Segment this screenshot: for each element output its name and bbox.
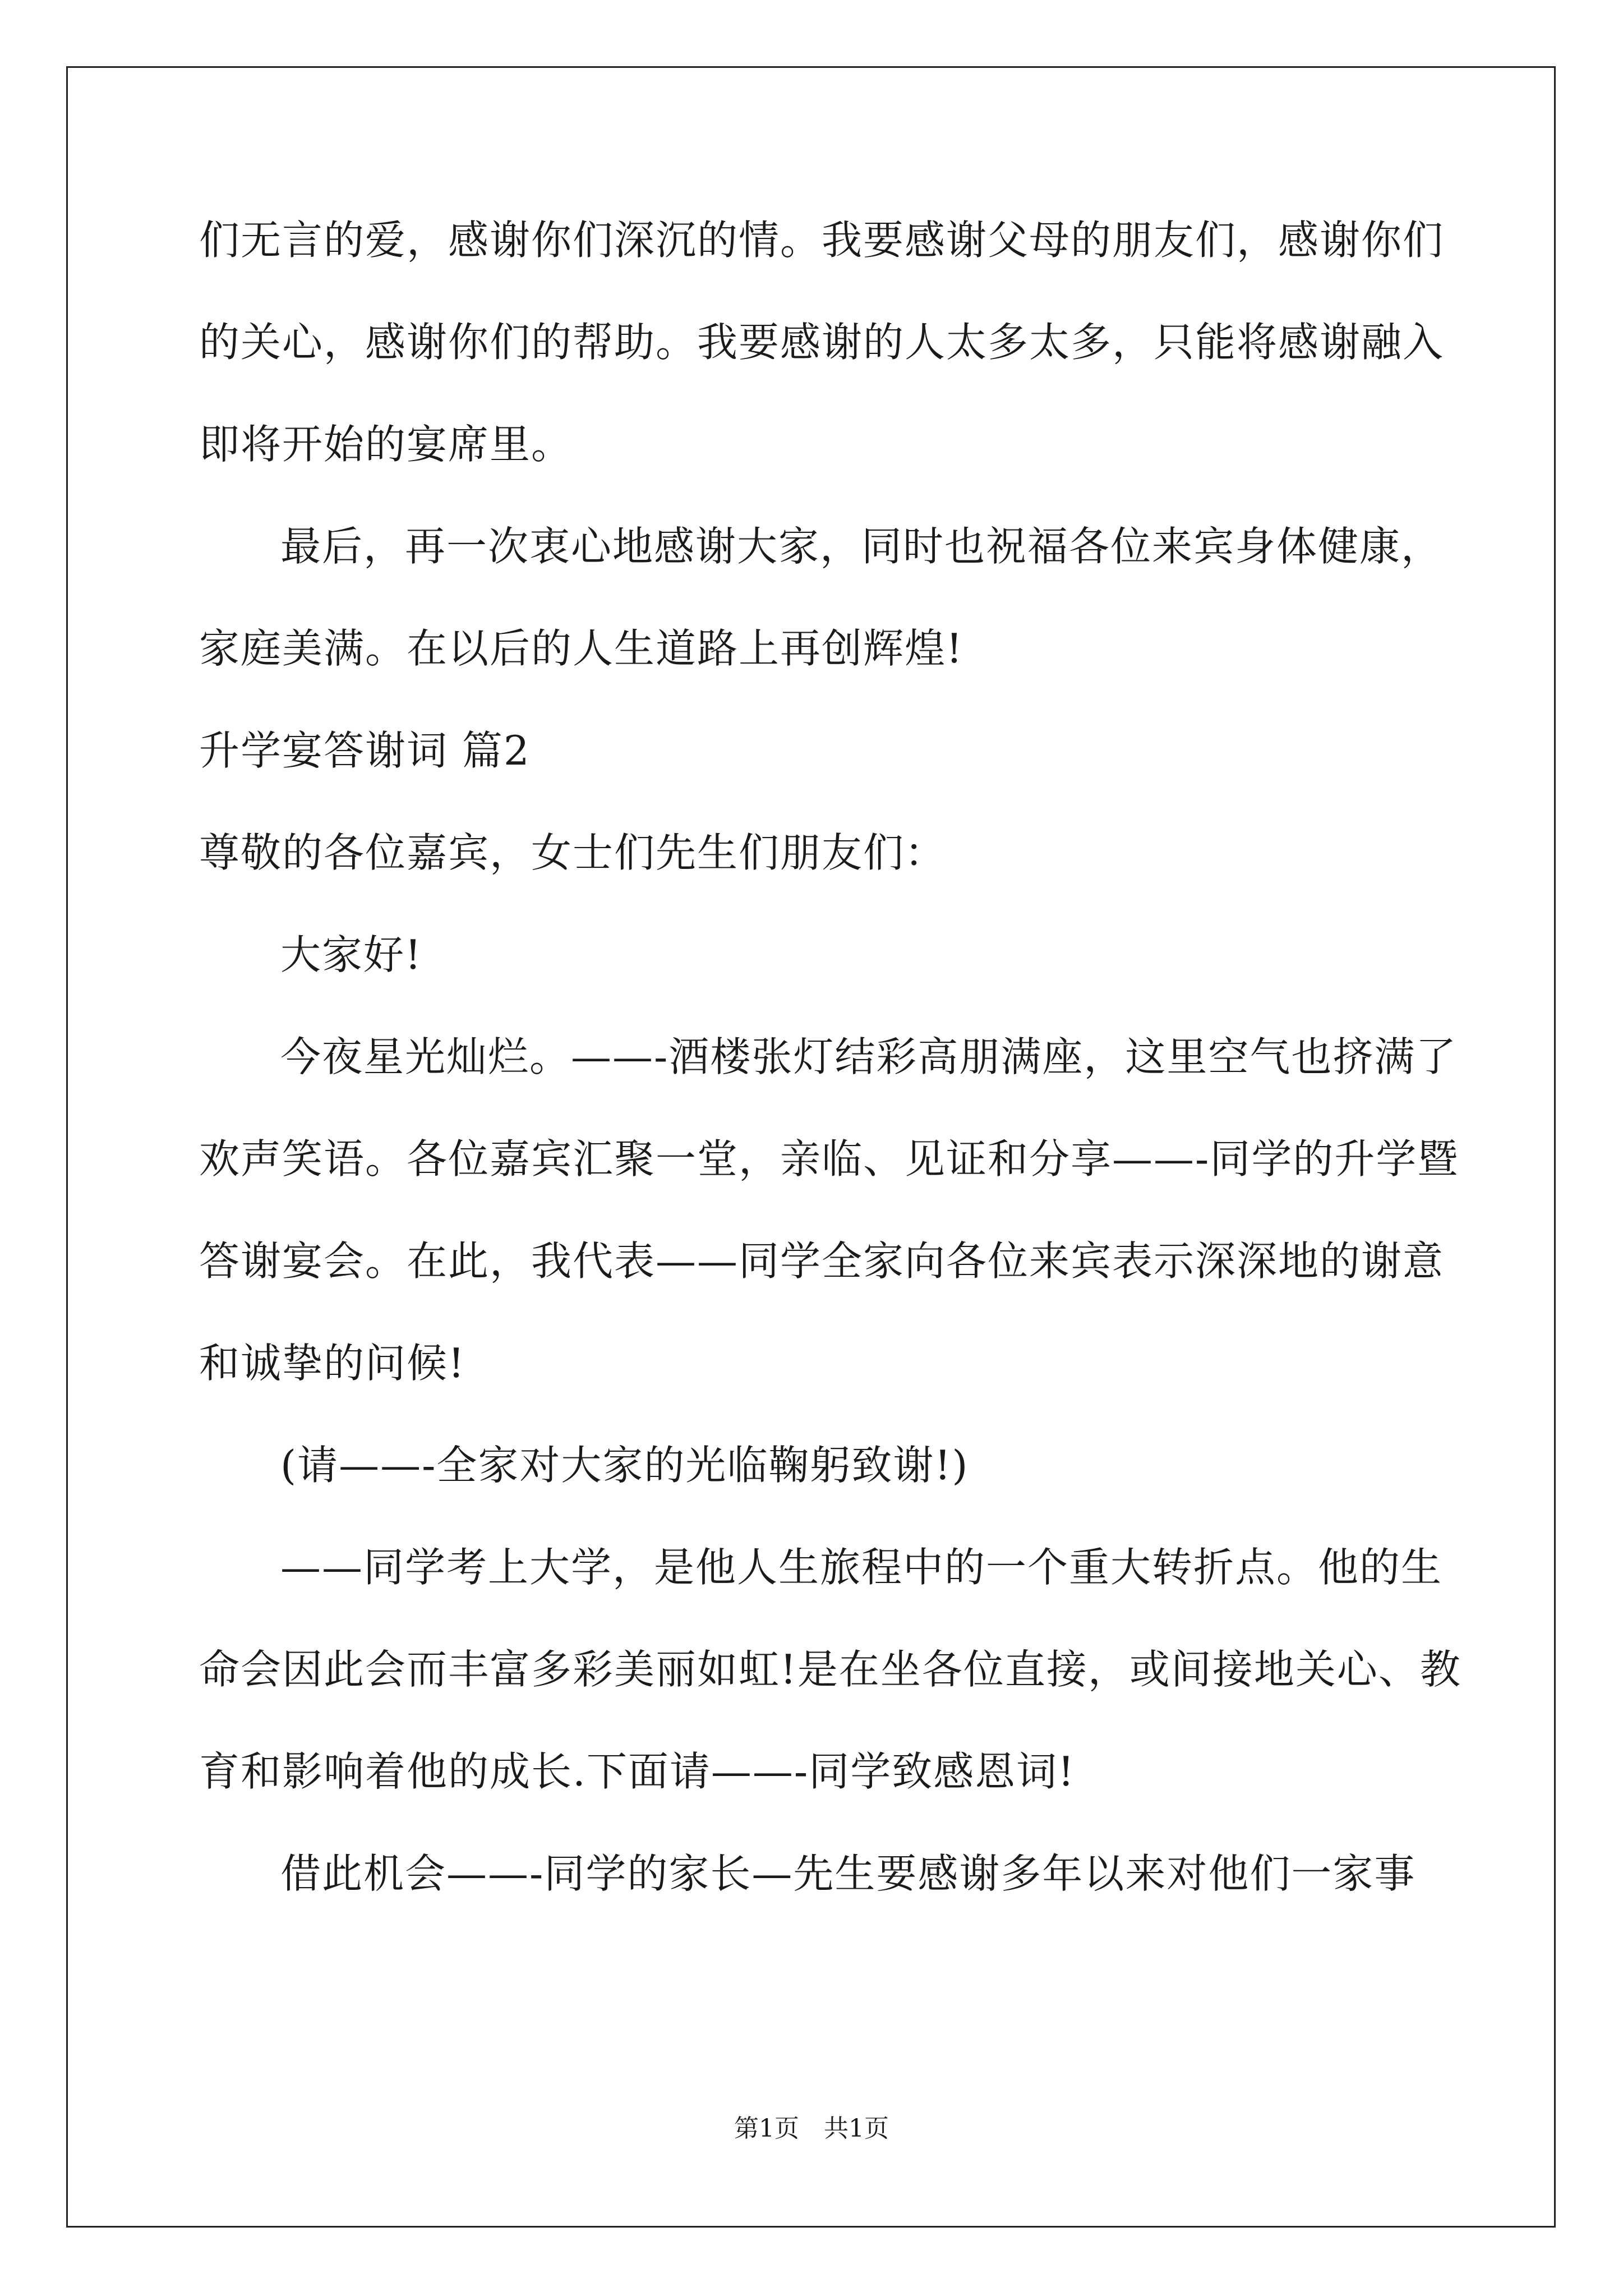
section-heading: 升学宴答谢词 篇2 xyxy=(199,727,531,774)
text-line: ——同学考上大学，是他人生旅程中的一个重大转折点。他的生 xyxy=(280,1544,1443,1591)
text-line: 命会因此会而丰富多彩美丽如虹!是在坐各位直接，或间接地关心、教 xyxy=(199,1646,1461,1693)
text-line: 的关心，感谢你们的帮助。我要感谢的人太多太多，只能将感谢融入 xyxy=(199,319,1445,366)
text-line: 最后，再一次衷心地感谢大家，同时也祝福各位来宾身体健康， xyxy=(280,523,1443,570)
page-footer: 第1页 共1页 xyxy=(734,2114,889,2143)
text-line: 今夜星光灿烂。——-酒楼张灯结彩高朋满座，这里空气也挤满了 xyxy=(280,1033,1458,1080)
text-line: 育和影响着他的成长.下面请——-同学致感恩词! xyxy=(199,1748,1076,1795)
text-line: (请——-全家对大家的光临鞠躬致谢!) xyxy=(280,1442,969,1489)
text-line: 和诚挚的问候! xyxy=(199,1340,465,1387)
text-line: 家庭美满。在以后的人生道路上再创辉煌! xyxy=(199,625,963,672)
text-line: 即将开始的宴席里。 xyxy=(199,421,573,468)
text-line: 答谢宴会。在此，我代表——同学全家向各位来宾表示深深地的谢意 xyxy=(199,1237,1445,1285)
greeting: 大家好! xyxy=(280,931,422,978)
text-line: 们无言的爱，感谢你们深沉的情。我要感谢父母的朋友们，感谢你们 xyxy=(199,217,1445,264)
salutation: 尊敬的各位嘉宾，女士们先生们朋友们： xyxy=(199,829,947,876)
text-line: 欢声笑语。各位嘉宾汇聚一堂，亲临、见证和分享——-同学的升学暨 xyxy=(199,1135,1459,1182)
text-line: 借此机会——-同学的家长—先生要感谢多年以来对他们一家事 xyxy=(280,1850,1416,1897)
